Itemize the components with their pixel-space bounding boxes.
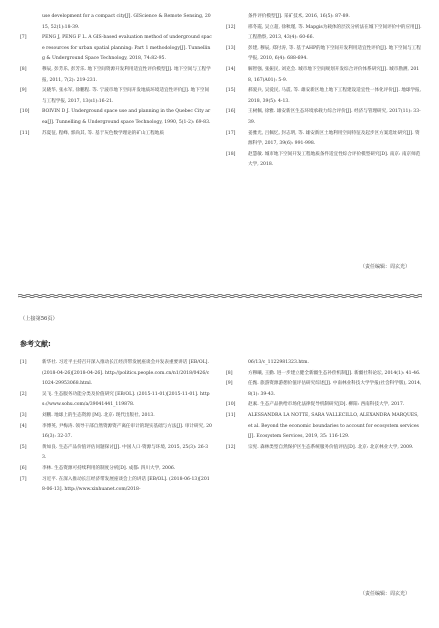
reference-text: 宗宪. 森林类型自然保护区生态系统服务价值评估[D]. 北京: 北京林业大学, 2009. <box>248 444 414 450</box>
reference-entry <box>20 411 212 422</box>
reference-text: 姜雅光, 吕佩忆, 封志明, 等. 雄安新区土地利用空间特征及起步区方案选址研究[J]. 资源科学, 2017, 39(6): 991-998. <box>248 130 420 147</box>
reference-number: [9] <box>20 88 27 94</box>
reference-text: use development for a compact city[J]. GIScience & Remote Sensing, 2015, 52(1):18-39. <box>42 14 211 30</box>
reference-number: [14] <box>226 66 236 72</box>
reference-text: 彭建, 穆辰, 郑付涛, 等. 基于AHP的地下空间开发利用适宜性评价[J]. 地下空间与工程学报, 2010, 6(4): 688-694. <box>248 45 421 62</box>
reference-text: 习近平. 在深入推动长江经济带发展座谈会上的讲话 [EB/OL]. (2018-06-13)[2018-06-13]. http://www.xinhuanet.com/2018- <box>42 476 210 493</box>
reference-number: [16] <box>226 109 236 115</box>
references-bottom-right <box>226 358 422 453</box>
reference-entry <box>226 358 422 369</box>
reference-entry <box>226 369 422 380</box>
reference-number: [7] <box>20 476 27 482</box>
reference-number: [10] <box>20 109 30 115</box>
reference-entry <box>226 379 422 400</box>
reference-entry <box>20 12 212 33</box>
reference-entry <box>226 400 422 411</box>
reference-entry <box>20 422 212 443</box>
reference-number: [18] <box>226 151 236 157</box>
reference-number: [9] <box>226 381 233 387</box>
editor-credit-bottom: （责任编辑：周玄光） <box>360 591 411 597</box>
reference-text: 吴晓华, 张永军, 徐鹏程. 等. 宁波市地下空间开发地质环境适宜性评价[J]. 地下空间与工程学报, 2017, 13(s1):16-21. <box>42 88 210 104</box>
reference-number: [17] <box>226 130 236 136</box>
reference-entry <box>226 411 422 443</box>
reference-text: 李林. 生态资源可持续利用的制度分析[D]. 成都: 四川大学, 2006. <box>42 465 176 471</box>
reference-text: BOIVIN D J. Underground space use and planning in the Quebec City area[J]. Tunnelling & Underground space Technology, 1990, 5(1-2): 69-83. <box>42 109 211 125</box>
reference-number: [1] <box>20 360 27 365</box>
reference-number: [8] <box>20 66 27 72</box>
reference-text: 王树佩, 徐雅. 雄安新区生态环境承载力综合评价[J]. 经济与管理研究, 2017(11): 33-39. <box>248 109 421 125</box>
reference-text: PENG J, PENG F L. A GIS-based evaluation method of underground space resources for urban spatial planning: Part 1 methodology[J]. Tunnelling & Underground Space Technology, 2018, 74:82-95. <box>42 35 212 62</box>
reference-entry <box>20 464 212 475</box>
references-heading: 参考文献: <box>20 340 51 348</box>
reference-number: [10] <box>226 402 236 408</box>
reference-text: 条件评价模型[J]. 采矿技术, 2016, 16(5): 87-89. <box>248 14 350 19</box>
reference-entry <box>20 65 212 86</box>
reference-entry <box>226 107 422 128</box>
reference-entry <box>20 443 212 464</box>
reference-number: [12] <box>226 24 236 30</box>
references-bottom-left <box>20 358 212 496</box>
reference-text: 苏夏征, 程峰, 郭尚其, 等. 基于灰色数学理论的矿山工程地质 <box>42 130 164 136</box>
reference-entry <box>226 12 422 23</box>
continuation-note: （上接第56页） <box>20 316 58 322</box>
reference-number: [8] <box>226 370 233 376</box>
reference-text: 06/13/c_1122981323.htm. <box>248 360 309 365</box>
reference-text: 新华社. 习近平主持召开深入推动长江经济带发展座谈会并发表重要讲话 [EB/OL]. (2018-04-26)[2018-04-26]. http://politics.people.com.cn/n1/2018/0426/c1024-29953068.html. <box>42 360 210 387</box>
references-top-right <box>226 12 422 171</box>
reference-entry <box>20 107 212 128</box>
reference-number: [11] <box>226 412 236 418</box>
editor-credit-top: （责任编辑：周玄光） <box>360 264 411 270</box>
reference-number: [3] <box>20 412 27 418</box>
reference-text: 赵慧敏. 城市地下空间开发工程地质条件适宜性综合评价模型研究[D]. 南京: 南京师范大学, 2018. <box>248 151 421 168</box>
reference-number: [6] <box>20 465 27 471</box>
reference-entry <box>226 44 422 65</box>
reference-text: ALESSANDRA LA NOTTE, SARA VALLECILLO, ALEXANDRA MARQUES, et al. Beyond the economic boundaries to account for ecosystem services[J]. Ecosystem Services, 2019, 35: 116-129. <box>248 412 419 440</box>
reference-entry <box>226 150 422 171</box>
reference-text: 李博英, 尹梅涛. 领导干部自然资源资产离任审计的现实基础与方法[J]. 审计研究, 2016(3): 32-37. <box>42 423 212 440</box>
reference-entry <box>226 65 422 86</box>
references-top-left <box>20 12 212 139</box>
reference-number: [5] <box>20 444 27 450</box>
reference-number: [2] <box>20 391 27 397</box>
reference-number: [13] <box>226 45 236 51</box>
reference-entry <box>20 86 212 107</box>
reference-text: 吴飞. 生态服务功能分类及价值研究 [EB/OL]. (2015-11-01)[2015-11-01]. https://www.sohu.com/a/39041441_119878. <box>42 391 210 408</box>
reference-entry <box>226 443 422 454</box>
reference-text: 方穆曦, 王勤. 进一步建立健全新疆生态补偿机制[J]. 新疆社科论坛, 2014(1): 41-46. <box>248 370 421 376</box>
reference-entry <box>20 129 212 140</box>
reference-text: 黄如良. 生态产品价值评估问题探讨[J]. 中国人口·资源与环境, 2015, 25(3): 26-33. <box>42 444 209 461</box>
reference-number: [4] <box>20 423 27 429</box>
reference-text: 任甄. 旅游资源游憩价值评估研究综述[J]. 中南林业科技大学学报(社会科学版), 2014, 8(1): 39-43. <box>248 381 422 397</box>
reference-text: 解智强, 张振民, 刘克会. 城市地下空间规划开发综合评价体系研究[J]. 城市勘测, 2018, 167(A01): 5-9. <box>248 66 420 83</box>
reference-text: 郝爱兵, 吴爱民, 马震, 等. 雄安新区地上地下工程建设适宜性一体化评价[J]. 地球学报, 2018, 39(5): 4-13. <box>248 88 422 104</box>
reference-entry <box>20 390 212 411</box>
reference-entry <box>20 33 212 65</box>
reference-text: 赵素. 生态产品供给市场化法律促导机制研究[D]. 柳阳: 西南科技大学, 2017. <box>248 402 405 408</box>
reference-entry <box>20 358 212 390</box>
reference-number: [12] <box>226 444 236 450</box>
reference-entry <box>226 86 422 107</box>
reference-number: [15] <box>226 88 236 94</box>
reference-text: 刘鹏. 地球上的生态资源 [M]. 北京: 现代出版社, 2013. <box>42 412 155 418</box>
wavy-divider <box>18 293 422 299</box>
reference-text: 穆辰, 彭芳乐, 彭芳乐. 地下空间资源开发利用适宜性评价模型[J]. 地下空间与工程学报, 2011, 7(2): 219-231. <box>42 66 211 83</box>
reference-number: [11] <box>20 130 30 136</box>
reference-entry <box>226 23 422 44</box>
reference-text: 邢冬霞, 吴立超, 徐秋瑾, 等. Mapgis为载体的层次分析法在城下空间评价中的应用[J]. 工程勘察, 2013, 43(4): 60-66. <box>248 24 422 41</box>
reference-entry <box>226 129 422 150</box>
reference-entry <box>20 475 212 496</box>
reference-number: [7] <box>20 35 27 41</box>
